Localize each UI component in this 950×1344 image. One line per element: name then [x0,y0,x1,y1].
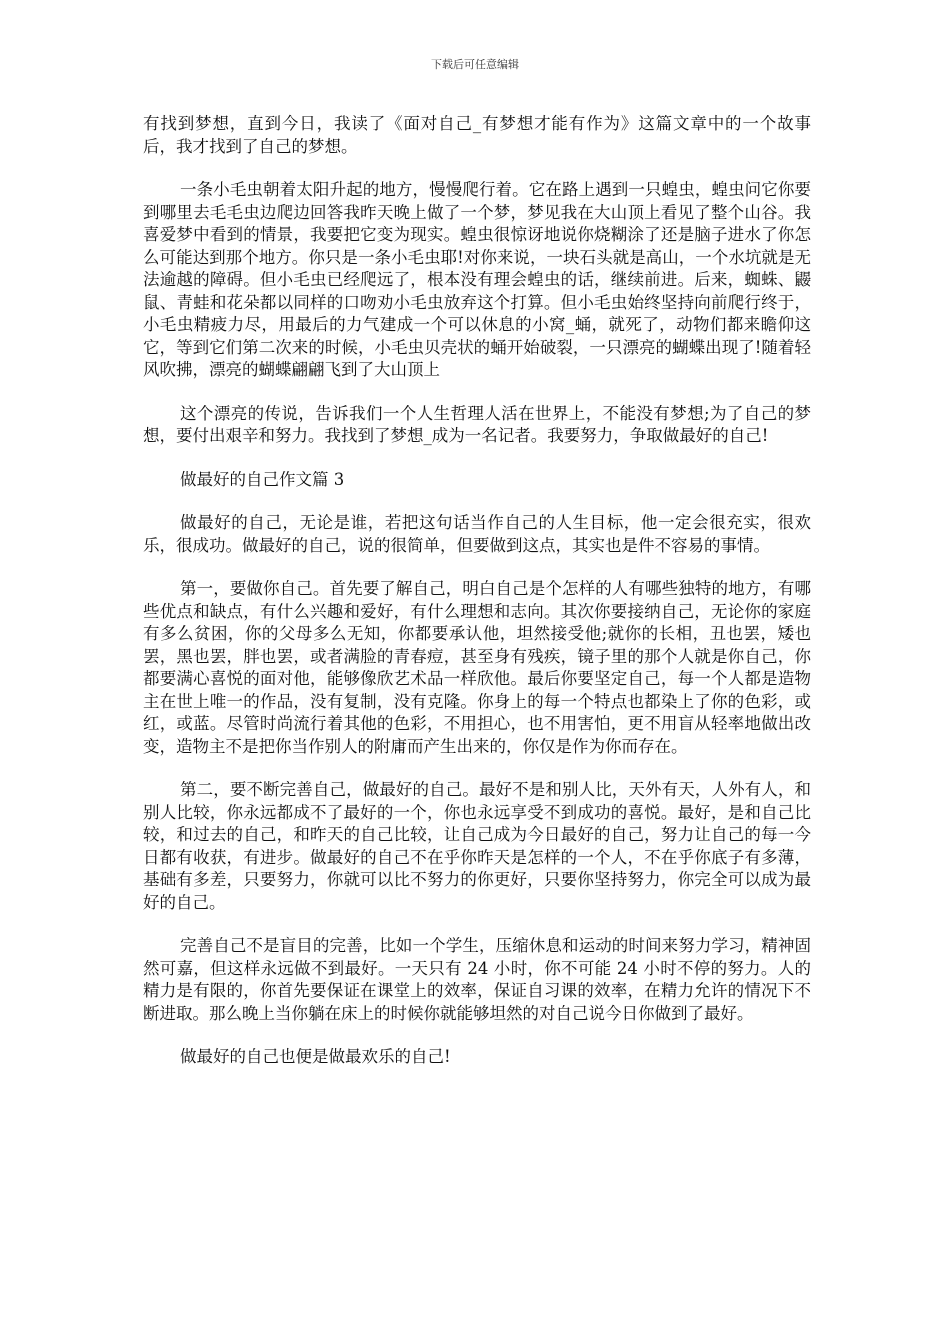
paragraph: 做最好的自己也便是做最欢乐的自己! [180,1047,451,1066]
section-heading: 做最好的自己作文篇 3 [180,469,345,489]
paragraph: 一条小毛虫朝着太阳升起的地方，慢慢爬行着。它在路上遇到一只蝗虫，蝗虫问它你要到哪里去毛毛虫边爬边回答我昨天晚上做了一个梦，梦见我在大山顶上看见了整个山谷。我喜爱梦中看到的情景，我要把它变为现实。蝗虫很惊讶地说你烧糊涂了还是脑子进水了你怎么可能达到那个地方。你只是一条小毛虫耶!对你来说，一块石头就是高山，一个水坑就是无法逾越的障碍。但小毛虫已经爬远了，根本没有理会蝗虫的话，继续前进。后来，蜘蛛、鼹鼠、青蛙和花朵都以同样的口吻劝小毛虫放弃这个打算。但小毛虫始终坚持向前爬行终于，小毛虫精疲力尽，用最后的力气建成一个可以休息的小窝_蛹，就死了，动物们都来瞻仰这它，等到它们第二次来的时候，小毛虫贝壳状的蛹开始破裂，一只漂亮的蝴蝶出现了!随着轻风吹拂，漂亮的蝴蝶翩翩飞到了大山顶上 [143,180,811,379]
document-body [143,113,811,1090]
paragraph: 第二，要不断完善自己，做最好的自己。最好不是和别人比，天外有天，人外有人，和别人比较，你永远都成不了最好的一个，你也永远享受不到成功的喜悦。最好，是和自己比较，和过去的自己，和昨天的自己比较，让自己成为今日最好的自己，努力让自己的每一今日都有收获，有进步。做最好的自己不在乎你昨天是怎样的一个人，不在乎你底子有多薄，基础有多差，只要努力，你就可以比不努力的你更好，只要你坚持努力，你完全可以成为最好的自己。 [143,780,811,912]
paragraph: 完善自己不是盲目的完善，比如一个学生，压缩休息和运动的时间来努力学习，精神固然可嘉，但这样永远做不到最好。一天只有 24 小时，你不可能 24 小时不停的努力。人的精力是有限的，你首先要保证在课堂上的效率，保证自习课的效率，在精力允许的情况下不断进取。那么晚上当你躺在床上的时候你就能够坦然的对自己说今日你做到了最好。 [143,936,811,1023]
page-header: 下载后可任意编辑 [431,58,519,71]
paragraph: 有找到梦想，直到今日，我读了《面对自己_有梦想才能有作为》这篇文章中的一个故事后，我才找到了自己的梦想。 [143,114,811,156]
paragraph: 做最好的自己，无论是谁，若把这句话当作自己的人生目标，他一定会很充实，很欢乐，很成功。做最好的自己，说的很简单，但要做到这点，其实也是件不容易的事情。 [143,513,811,555]
paragraph: 第一，要做你自己。首先要了解自己，明白自己是个怎样的人有哪些独特的地方，有哪些优点和缺点，有什么兴趣和爱好，有什么理想和志向。其次你要接纳自己，无论你的家庭有多么贫困，你的父母多么无知，你都要承认他，坦然接受他;就你的长相，丑也罢，矮也罢，黑也罢，胖也罢，或者满脸的青春痘，甚至身有残疾，镜子里的那个人就是你自己，你都要满心喜悦的面对他，能够像欣艺术品一样欣他。最后你要坚定自己，每一个人都是造物主在世上唯一的作品，没有复制，没有克隆。你身上的每一个特点也都染上了你的色彩，或红，或蓝。尽管时尚流行着其他的色彩，不用担心，也不用害怕，更不用盲从轻率地做出改变，造物主不是把你当作别人的附庸而产生出来的，你仅是作为你而存在。 [143,579,811,756]
paragraph: 这个漂亮的传说，告诉我们一个人生哲理人活在世界上，不能没有梦想;为了自己的梦想，要付出艰辛和努力。我找到了梦想_成为一名记者。我要努力，争取做最好的自己! [143,403,811,445]
